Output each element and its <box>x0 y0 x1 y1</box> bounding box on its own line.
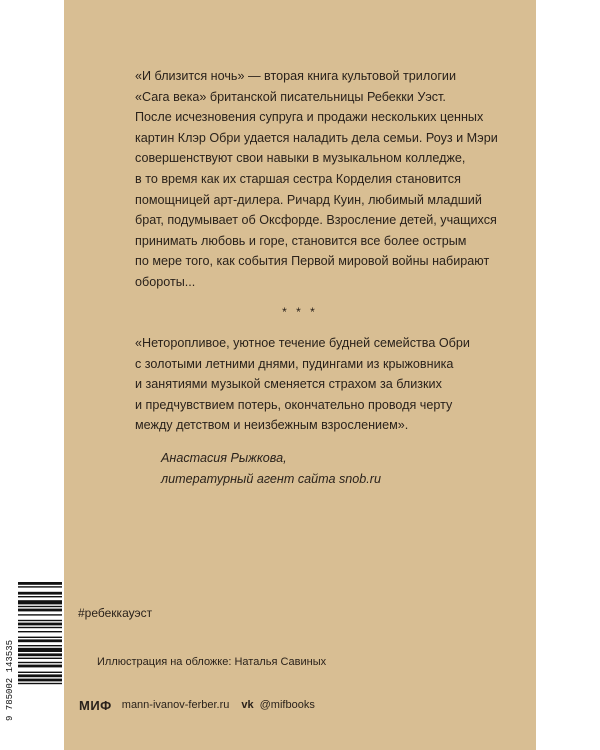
barcode-bar <box>18 672 62 673</box>
barcode-bar <box>18 665 62 668</box>
publisher-website: mann-ivanov-ferber.ru <box>121 699 230 711</box>
barcode-digits: 9 785002 143535 <box>5 639 15 721</box>
illustration-credit: Иллюстрация на обложке: Наталья Савиных <box>97 656 327 668</box>
description-line: помощницей арт-дилера. Ричард Куин, любимый младший <box>135 192 482 207</box>
barcode-bar <box>18 639 62 642</box>
barcode-bar <box>18 609 62 612</box>
barcode-bar <box>18 683 62 684</box>
quote-line: между детством и неизбежным взрослением». <box>135 418 409 433</box>
quote-line: с золотыми летними днями, пудингами из крыжовника <box>135 356 454 371</box>
barcode-bar <box>18 600 62 604</box>
hashtag: #ребеккауэст <box>78 606 153 620</box>
description-line: по мере того, как события Первой мировой войны набирают <box>135 254 490 269</box>
description-line: принимать любовь и горе, становится все более острым <box>135 233 467 248</box>
barcode-bar <box>18 645 62 646</box>
description-line: обороты... <box>135 274 196 289</box>
vk-icon: vk <box>241 699 254 711</box>
description-line: брат, подумывает об Оксфорде. Взросление детей, учащихся <box>135 213 497 228</box>
barcode-bar <box>18 674 62 677</box>
barcode-bars <box>18 582 62 684</box>
barcode-bar <box>18 614 62 615</box>
barcode-bar <box>18 662 62 663</box>
back-cover <box>64 0 536 750</box>
barcode-bar <box>18 627 62 628</box>
description-line: совершенствуют свои навыки в музыкальном колледже, <box>135 151 466 166</box>
barcode-bar <box>18 592 62 595</box>
description-line: в то время как их старшая сестра Корделия становится <box>135 171 461 186</box>
section-separator: * * * <box>282 305 318 319</box>
barcode-bar <box>18 623 62 626</box>
barcode-bar <box>18 582 62 585</box>
barcode-bar <box>18 648 62 652</box>
description-line: «И близится ночь» — вторая книга культовой трилогии <box>135 69 457 83</box>
barcode-bar <box>18 620 62 621</box>
quote-line: «Неторопливое, уютное течение будней семейства Обри <box>135 336 470 350</box>
description-line: После исчезновения супруга и продажи нескольких ценных <box>135 110 484 125</box>
isbn-barcode <box>2 578 64 724</box>
quote-attribution <box>161 448 381 489</box>
quote-author-role: литературный агент сайта snob.ru <box>161 471 381 486</box>
quote-line: и занятиями музыкой сменяется страхом за близких <box>135 377 442 392</box>
barcode-graphic <box>2 578 64 724</box>
barcode-bar <box>18 653 62 656</box>
barcode-bar <box>18 586 62 587</box>
description-paragraph <box>135 66 515 293</box>
barcode-bar <box>18 596 62 597</box>
barcode-bar <box>18 679 62 682</box>
quote-paragraph <box>135 333 515 436</box>
description-line: «Сага века» британской писательницы Ребекки Уэст. <box>135 89 446 104</box>
barcode-bar <box>18 631 62 632</box>
description-line: картин Клэр Обри удается наладить дела семьи. Роуз и Мэри <box>135 130 498 145</box>
quote-author: Анастасия Рыжкова, <box>161 451 287 465</box>
social-handle: @mifbooks <box>259 699 315 711</box>
publisher-logo: МИФ <box>79 697 112 713</box>
barcode-bar <box>18 658 62 659</box>
publisher-footer <box>79 697 315 713</box>
quote-line: и предчувствием потерь, окончательно проводя черту <box>135 397 453 412</box>
barcode-bar <box>18 637 62 638</box>
barcode-bar <box>18 606 62 607</box>
